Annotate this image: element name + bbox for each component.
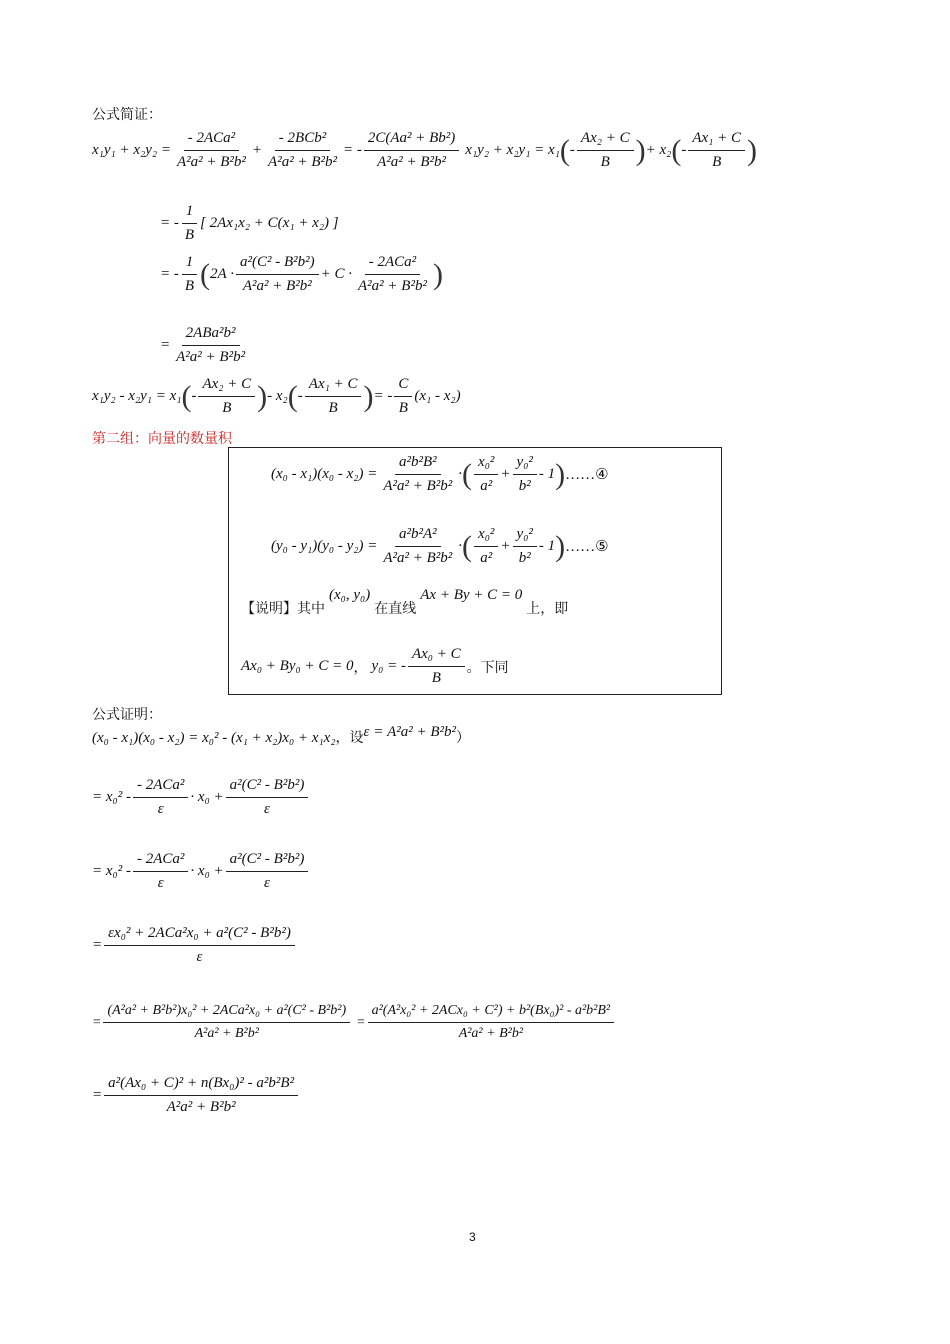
operator: = - [342,142,362,158]
numerator: Ax₁ + C [688,130,745,151]
denominator: a² [480,550,493,566]
expr-text: x₁y₁ + x₂y₂ = [92,142,171,158]
proof-line-2 [92,777,310,818]
left-paren: ( [462,457,473,491]
numerator: x₀² [474,454,498,475]
numerator: - 2ACa² [133,851,188,872]
right-paren: ) [555,457,566,491]
right-paren: ) [432,257,443,291]
denominator: ε [157,875,164,891]
denominator: A²a² + B²b² [383,478,453,494]
numerator: a²(A²x₀² + 2ACx₀ + C²) + b²(Bx₀)² - a²b²B² [368,1003,615,1023]
denominator: ε [264,801,270,817]
numerator: 2C(Aa² + Bb²) [364,130,459,151]
expr-text: - 1 [538,466,556,482]
fraction [379,526,456,567]
proof-line-6 [92,1075,300,1116]
fraction [181,254,198,295]
denominator: ε [196,949,203,965]
proof-line-3 [92,851,310,892]
fraction [104,925,295,966]
expr-text: x₁y₂ + x₂y₁ = x₁ [465,142,560,158]
numerator: a²b²B² [395,454,441,475]
expr-text: = x₀² - [92,789,131,805]
numerator: - 2ACa² [365,254,420,275]
formula-box [228,447,722,695]
denominator: A²a² + B²b² [377,154,447,170]
denominator: B [184,278,195,294]
denominator: B [222,400,232,416]
numerator: 1 [182,203,198,224]
left-paren: ( [559,133,570,167]
fraction [513,454,537,495]
denominator: A²a² + B²b² [242,278,312,294]
line-expr: Ax + By + C = 0 [420,587,523,603]
fraction [474,526,498,567]
fraction [173,130,250,171]
expr-text: (x₀ - x₁)(x₀ - x₂) = x₀² - (x₁ + x₂)x₀ + x₁x₂ [92,730,336,746]
note-text: 在直线 [374,601,417,617]
numerator: x₀² [474,526,498,547]
fraction [236,254,319,295]
operator: = - [373,388,393,404]
proof-line-1 [92,724,471,747]
fraction [226,851,309,892]
operator: = - [160,266,179,282]
expr-text: · x₀ + [190,789,224,805]
fraction [379,454,456,495]
fraction [103,1003,350,1042]
numerator: - 2ACa² [184,130,239,151]
expr-text: x₁y₂ - x₂y₁ = x₁ [92,388,182,404]
expr-text: + x₂ [645,142,672,158]
equation-number: ……④ [565,467,609,483]
fraction [133,777,188,818]
operator: · [458,466,463,482]
denominator: A²a² + B²b² [194,1026,259,1041]
operator: · [458,538,463,554]
note-text: ， [353,659,368,676]
numerator: - 2ACa² [133,777,188,798]
operator: = - [160,215,179,231]
brief-line-1 [92,130,757,171]
right-paren: ) [257,379,268,413]
numerator: Ax₁ + C [305,376,362,397]
denominator: A²a² + B²b² [176,154,246,170]
brief-line-4 [160,325,251,366]
denominator: A²a² + B²b² [176,349,246,365]
proof-line-5 [92,1003,616,1042]
expr-text: 2A · [210,266,234,282]
note-text: ，设 [335,730,364,746]
point-expr: (x₀, y₀) [329,587,371,603]
numerator: Ax₂ + C [198,376,255,397]
operator: = [92,1087,103,1103]
operator: = [356,1014,366,1030]
denominator: A²a² + B²b² [383,550,453,566]
denominator: ε [264,875,270,891]
brief-proof-heading: 公式简证： [92,107,162,123]
fraction [394,376,412,417]
numerator: 1 [182,254,198,275]
denominator: B [600,154,610,170]
expr-text: (x₁ - x₂) [414,388,461,404]
expr-text: (x₀ - x₁)(x₀ - x₂) = [271,466,378,482]
left-paren: ( [671,133,682,167]
fraction [364,130,459,171]
operator: + [251,142,263,158]
proof-heading: 公式证明： [92,707,162,723]
note-line-2 [241,646,509,687]
left-paren: ( [181,379,192,413]
numerator: y₀² [513,526,537,547]
expr-text: Ax₀ + By₀ + C = 0 [241,658,354,674]
fraction [368,1003,615,1042]
minus-sign: - [569,142,575,158]
fraction [264,130,341,171]
expr-text: ε = A²a² + B²b² [363,724,457,740]
numerator: C [394,376,412,397]
numerator: a²(C² - B²b²) [226,851,309,872]
fraction [354,254,431,295]
expr-text: = x₀² - [92,863,131,879]
formula-4 [271,454,609,495]
fraction [408,646,465,687]
denominator: A²a² + B²b² [458,1026,524,1041]
expr-text: - x₂ [267,388,288,404]
brief-line-3 [160,254,443,295]
page-number: 3 [469,1230,476,1244]
numerator: a²(Ax₀ + C)² + n(Bx₀)² - a²b²B² [104,1075,298,1096]
fraction [133,851,188,892]
denominator: a² [480,478,493,494]
fraction [226,777,309,818]
denominator: b² [518,478,531,494]
fraction [577,130,634,171]
numerator: a²(C² - B²b²) [226,777,309,798]
numerator: - 2BCb² [275,130,330,151]
numerator: a²b²A² [395,526,441,547]
fraction [474,454,498,495]
group2-heading: 第二组：向量的数量积 [92,431,232,447]
numerator: εx₀² + 2ACa²x₀ + a²(C² - B²b²) [104,925,295,946]
right-paren: ) [635,133,646,167]
proof-line-4 [92,925,297,966]
right-paren: ) [747,133,757,167]
fraction [104,1075,298,1116]
denominator: b² [518,550,531,566]
right-paren: ) [363,379,374,413]
fraction [305,376,362,417]
right-paren: ) [555,529,566,563]
denominator: B [712,154,722,170]
expr-text: - 1 [538,538,556,554]
denominator: A²a² + B²b² [166,1099,236,1115]
operator: = [92,937,103,953]
note-text: ） [456,730,471,746]
expr-text: (y₀ - y₁)(y₀ - y₂) = [271,538,378,554]
left-paren: ( [462,529,473,563]
formula-5 [271,526,609,567]
brief-line-2 [160,203,339,244]
note-line-1 [241,587,569,618]
numerator: Ax₀ + C [408,646,465,667]
left-paren: ( [287,379,298,413]
numerator: 2ABa²b² [182,325,240,346]
fraction [688,130,745,171]
numerator: a²(C² - B²b²) [236,254,319,275]
equation-number: ……⑤ [565,539,609,555]
expr-text: y₀ = - [371,658,406,674]
denominator: B [184,227,195,243]
numerator: Ax₂ + C [577,130,634,151]
denominator: A²a² + B²b² [358,278,427,294]
note-text: 。下同 [466,659,509,676]
brief-line-5 [92,376,461,417]
numerator: y₀² [513,454,537,475]
denominator: B [398,400,408,416]
note-label: 【说明】其中 [241,601,325,617]
operator: = [160,337,171,353]
minus-sign: - [297,388,303,404]
operator: + [500,466,511,482]
denominator: B [328,400,338,416]
expr-text: · x₀ + [190,863,224,879]
fraction [181,203,198,244]
expr-text: + C · [320,266,352,282]
denominator: ε [157,801,164,817]
fraction [513,526,537,567]
operator: = [92,1014,102,1030]
denominator: A²a² + B²b² [268,154,337,170]
fraction [172,325,249,366]
minus-sign: - [681,142,687,158]
numerator: (A²a² + B²b²)x₀² + 2ACa²x₀ + a²(C² - B²b²) [103,1003,350,1023]
fraction [198,376,255,417]
expr-text: [ 2Ax₁x₂ + C(x₁ + x₂) ] [200,215,339,231]
note-text: 上，即 [526,601,569,617]
minus-sign: - [191,388,197,404]
left-paren: ( [200,257,211,291]
denominator: B [431,670,441,686]
operator: + [500,538,511,554]
